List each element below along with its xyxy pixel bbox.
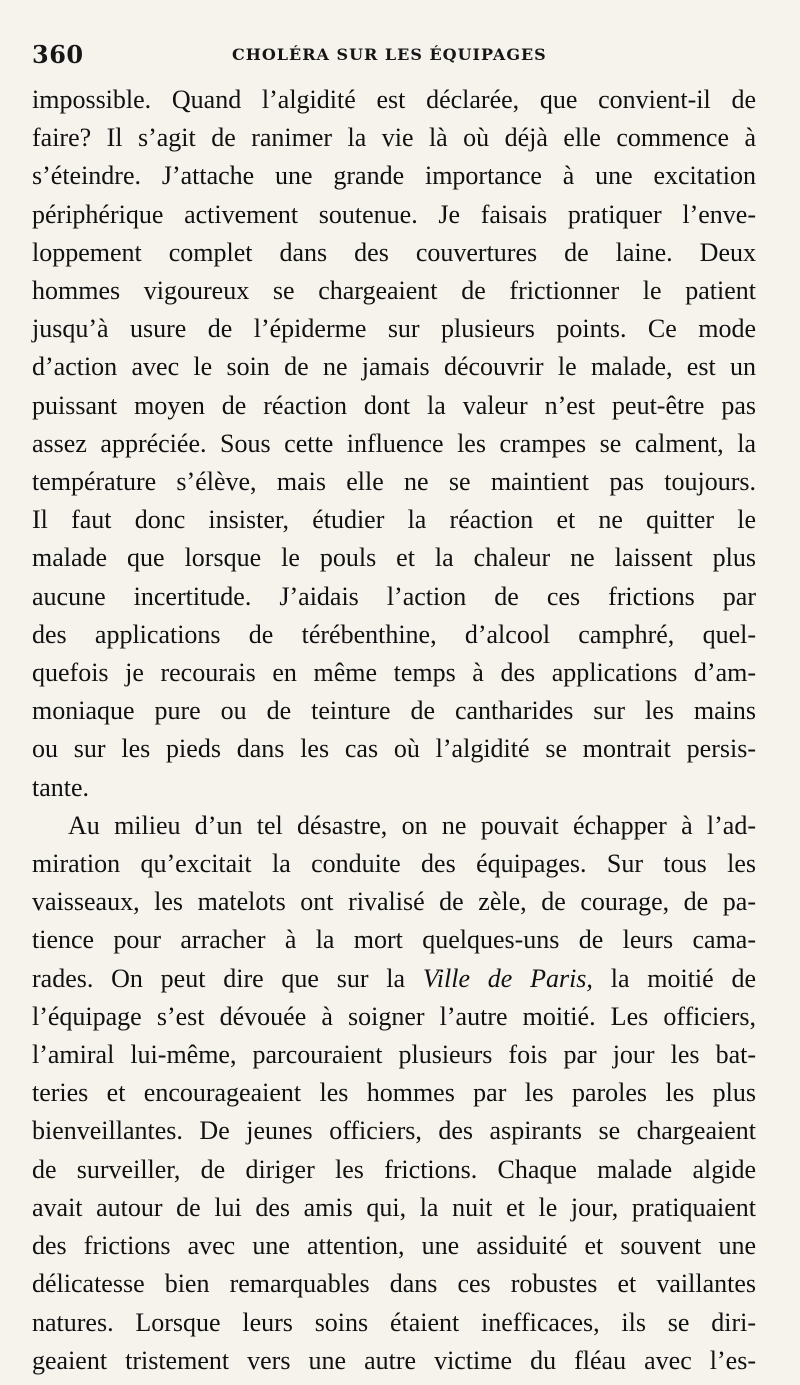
text-line: des frictions avec une attention, une assiduité et souvent une — [32, 1231, 756, 1261]
text-line: hommes vigoureux se chargeaient de frictionner le patient — [32, 276, 756, 306]
text-line: puissant moyen de réaction dont la valeur n’est peut-être pas — [32, 390, 756, 420]
text-line: aucune incertitude. J’aidais l’action de ces frictions par — [32, 581, 756, 611]
text-line: bienveillantes. De jeunes officiers, des aspirants se chargeaient — [32, 1116, 756, 1146]
text-line: l’amiral lui-même, parcouraient plusieurs fois par jour les bat- — [32, 1040, 756, 1070]
text-line: de surveiller, de diriger les frictions. Chaque malade algide — [32, 1154, 756, 1184]
text-line: périphérique activement soutenue. Je faisais pratiquer l’enve- — [32, 199, 756, 229]
text-line: teries et encourageaient les hommes par les paroles les plus — [32, 1078, 756, 1108]
text-line: tante. — [32, 772, 90, 802]
text-line: Il faut donc insister, étudier la réaction et ne quitter le — [32, 505, 756, 535]
text-line: assez appréciée. Sous cette influence les crampes se calment, la — [32, 428, 756, 458]
text-line: l’équipage s’est dévouée à soigner l’autre moitié. Les officiers, — [32, 1001, 756, 1031]
text-line: Au milieu d’un tel désastre, on ne pouvait échapper à l’ad- — [68, 810, 756, 840]
page-number: 360 — [32, 40, 84, 69]
text-line: quefois je recourais en même temps à des applications d’am- — [32, 658, 756, 688]
text-line: délicatesse bien remarquables dans ces robustes et vaillantes — [32, 1269, 756, 1299]
text-line: des applications de térébenthine, d’alcool camphré, quel- — [32, 619, 756, 649]
text-line: s’éteindre. J’attache une grande importance à une excitation — [32, 161, 756, 191]
text-line: d’action avec le soin de ne jamais découvrir le malade, est un — [32, 352, 756, 382]
text-line: natures. Lorsque leurs soins étaient inefficaces, ils se diri- — [32, 1307, 756, 1337]
text-segment: la moitié de — [610, 963, 757, 993]
page-header — [32, 40, 752, 80]
body-text — [32, 81, 756, 1380]
text-line: tience pour arracher à la mort quelques-uns de leurs cama- — [32, 925, 756, 955]
text-line: loppement complet dans des couvertures de laine. Deux — [32, 237, 756, 267]
text-line-with-italic — [32, 960, 756, 998]
ship-name-italic: Ville de Paris, — [422, 963, 593, 993]
text-line: miration qu’excitait la conduite des équipages. Sur tous les — [32, 849, 756, 879]
text-line: vaisseaux, les matelots ont rivalisé de zèle, de courage, de pa- — [32, 887, 756, 917]
text-line: impossible. Quand l’algidité est déclarée, que convient-il de — [32, 85, 756, 114]
text-line: température s’élève, mais elle ne se maintient pas toujours. — [32, 467, 756, 497]
running-head: CHOLÉRA SUR LES ÉQUIPAGES — [232, 45, 547, 64]
text-segment: rades. On peut dire que sur la — [32, 963, 406, 993]
text-line: geaient tristement vers une autre victime du fléau avec l’es- — [32, 1345, 756, 1375]
text-line: malade que lorsque le pouls et la chaleur ne laissent plus — [32, 543, 756, 573]
text-line: jusqu’à usure de l’épiderme sur plusieurs points. Ce mode — [32, 314, 756, 344]
text-line: ou sur les pieds dans les cas où l’algidité se montrait persis- — [32, 734, 756, 764]
text-line: moniaque pure ou de teinture de cantharides sur les mains — [32, 696, 756, 726]
text-line: avait autour de lui des amis qui, la nuit et le jour, pratiquaient — [32, 1192, 756, 1222]
text-line: faire? Il s’agit de ranimer la vie là où déjà elle commence à — [32, 123, 756, 153]
